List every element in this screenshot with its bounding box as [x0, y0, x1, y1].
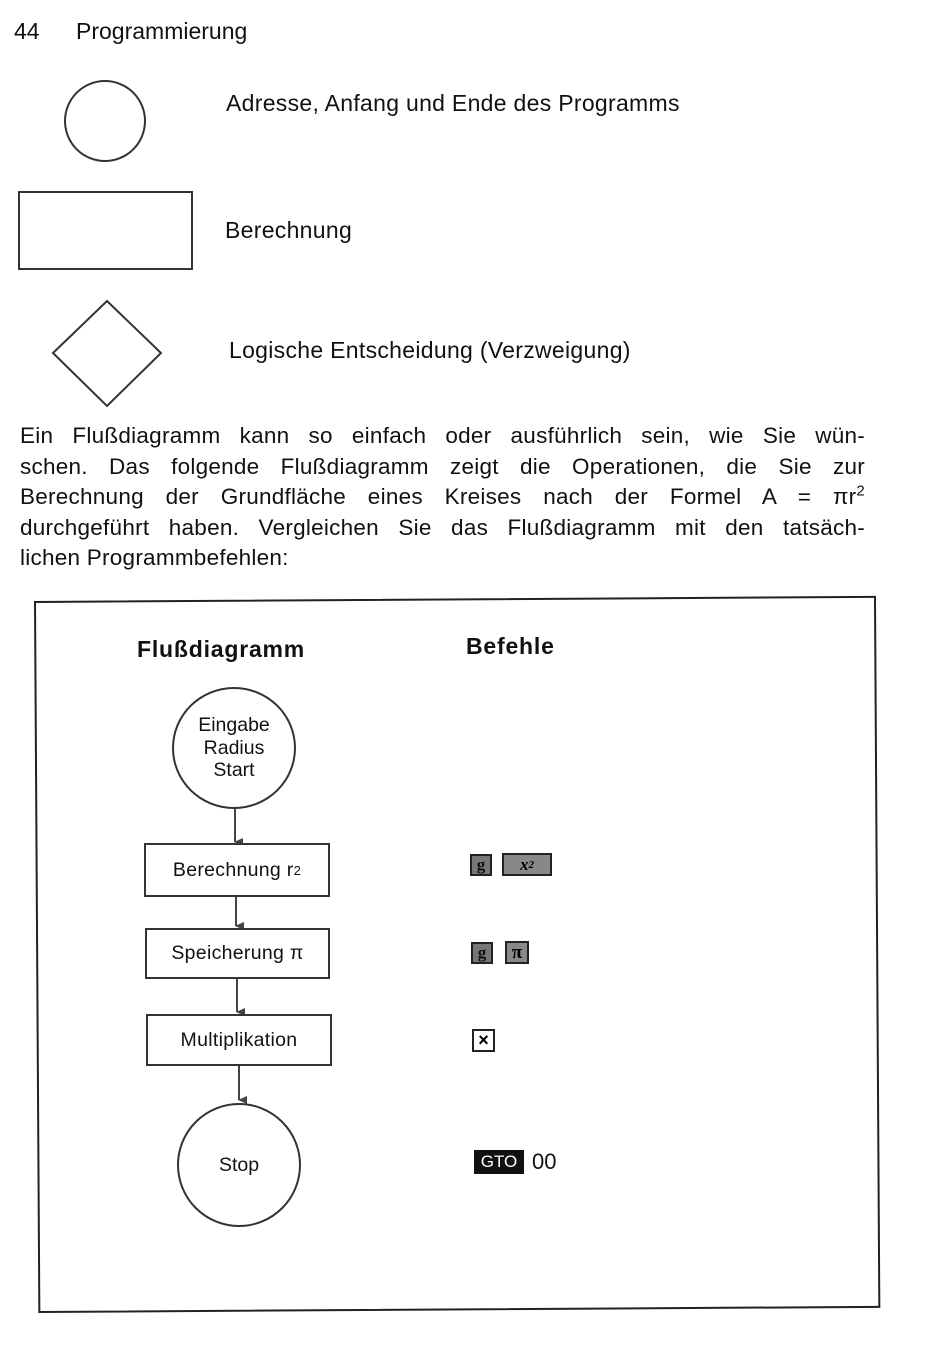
- column-heading-flowchart: Flußdiagramm: [137, 636, 306, 662]
- pi-node-text: Speicherung π: [171, 942, 304, 964]
- paragraph-line-text: Berechnung der Grundfläche eines Kreises nach der Formel A = πr: [20, 484, 857, 509]
- flow-node-square: [144, 843, 330, 897]
- legend-label-diamond: Logische Entscheidung (Verzweigung): [229, 337, 631, 363]
- key-gto-icon: GTO: [474, 1150, 524, 1174]
- key-x-squared-icon: [502, 853, 552, 876]
- command-row-square: [470, 853, 552, 876]
- key-pi-icon: π: [505, 941, 529, 964]
- flow-node-multiply: [146, 1014, 332, 1066]
- start-node-line: Eingabe: [198, 714, 270, 737]
- paragraph-line: Ein Flußdiagramm kann so einfach oder ausführlich sein, wie Sie wün-: [20, 423, 865, 448]
- start-node-line: Radius: [203, 736, 265, 759]
- command-row-gto: [474, 1149, 556, 1175]
- legend-label-rectangle: Berechnung: [225, 217, 353, 243]
- gto-operand: 00: [532, 1149, 557, 1174]
- key-g-icon: g: [470, 854, 492, 876]
- legend-label-circle: Adresse, Anfang und Ende des Programms: [226, 90, 680, 116]
- key-x-label: x: [520, 854, 529, 874]
- flow-node-pi: [145, 928, 330, 979]
- command-row-pi: [471, 941, 529, 964]
- paragraph-line: schen. Das folgende Flußdiagramm zeigt die Operationen, die Sie zur: [20, 453, 865, 479]
- page-number: 44: [14, 18, 40, 44]
- key-multiply-icon: ×: [472, 1029, 495, 1052]
- paragraph-line: lichen Programmbefehlen:: [20, 545, 289, 570]
- command-row-multiply: [472, 1029, 495, 1052]
- square-node-text: Berechnung r: [172, 858, 294, 881]
- paragraph-line: durchgeführt haben. Vergleichen Sie das Flußdiagramm mit den tatsäch-: [20, 514, 865, 540]
- start-node-line: Start: [213, 759, 255, 782]
- paragraph-superscript: 2: [856, 482, 865, 500]
- page-title: Programmierung: [76, 18, 248, 44]
- key-x-superscript: 2: [528, 858, 534, 871]
- flow-node-start: [172, 687, 296, 809]
- column-heading-commands: Befehle: [466, 633, 555, 659]
- square-node-superscript: 2: [293, 862, 302, 878]
- stop-node-text: Stop: [218, 1153, 260, 1176]
- flow-node-stop: [177, 1103, 301, 1227]
- multiply-node-text: Multiplikation: [180, 1028, 298, 1051]
- key-g-icon: g: [471, 942, 493, 964]
